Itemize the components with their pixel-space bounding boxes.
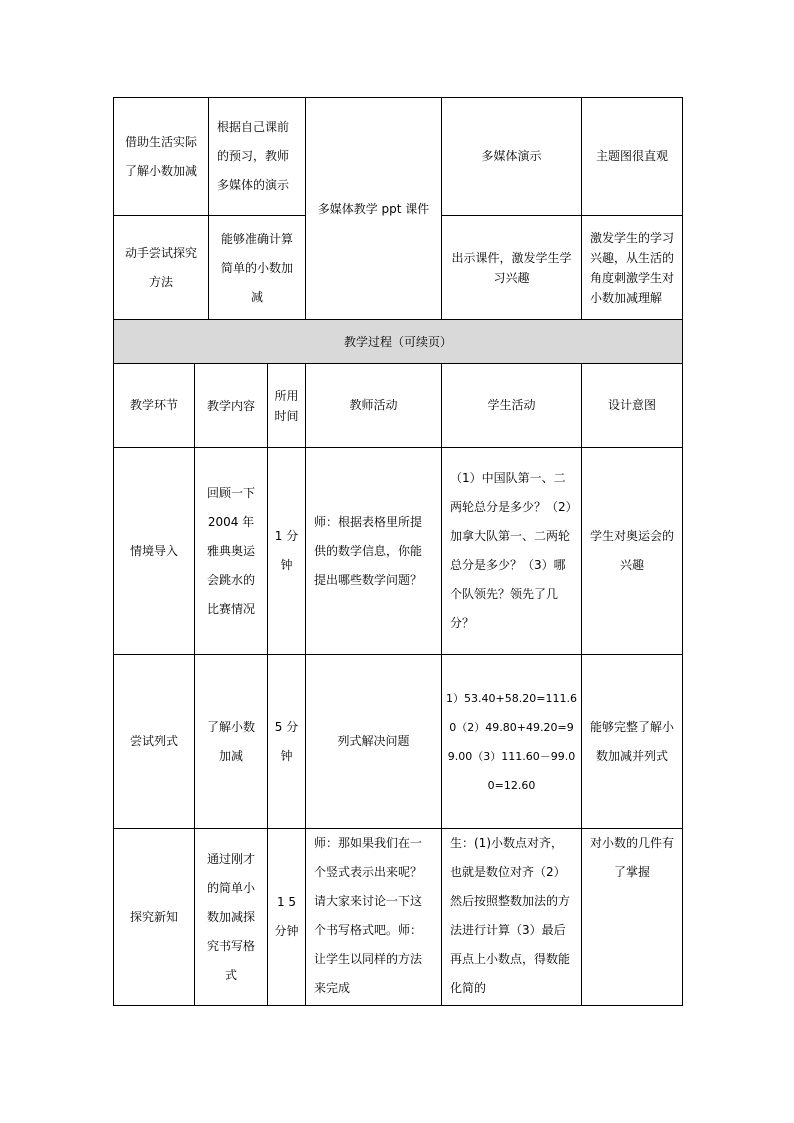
stage-cell: 尝试列式: [114, 655, 195, 829]
teacher-cell: 师：那如果我们在一个竖式表示出来呢？请大家来讨论一下这个书写格式吧。师：让学生以同样的方法来完成: [306, 829, 442, 1006]
time-cell: 1 分钟: [268, 448, 306, 655]
activity-cell: 多媒体演示: [442, 98, 582, 216]
student-cell: 1）53.40+58.20=111.60（2）49.80+49.20=99.00（3）111.60－99.00=12.60: [442, 655, 582, 829]
section-title: 教学过程（可续页）: [114, 320, 683, 364]
method-cell: 能够准确计算简单的小数加减: [209, 216, 306, 321]
note-cell: 主题图很直观: [582, 98, 683, 216]
activity-cell: 出示课件，激发学生学习兴趣: [442, 216, 582, 321]
student-cell: （1）中国队第一、二两轮总分是多少？（2）加拿大队第一、二两轮总分是多少？（3）哪个队领先？领先了几分？: [442, 448, 582, 655]
time-cell: 5 分钟: [268, 655, 306, 829]
section-title-row: [114, 320, 683, 364]
header-intent: 设计意图: [582, 364, 683, 448]
stage-cell: 情境导入: [114, 448, 195, 655]
table-row: [114, 829, 683, 1006]
process-table: [113, 319, 683, 1006]
header-student: 学生活动: [442, 364, 582, 448]
note-cell: 激发学生的学习兴趣，从生活的角度刺激学生对小数加减理解: [582, 216, 683, 321]
content-cell: 回顾一下 2004 年雅典奥运会跳水的比赛情况: [195, 448, 268, 655]
method-cell: 根据自己课前的预习，教师多媒体的演示: [209, 98, 306, 216]
header-row: [114, 364, 683, 448]
table-row: [114, 448, 683, 655]
content-cell: 通过刚才的简单小数加减探究书写格式: [195, 829, 268, 1006]
teacher-cell: 师：根据表格里所提供的数学信息，你能提出哪些数学问题？: [306, 448, 442, 655]
resource-table: [113, 97, 683, 321]
content-cell: 了解小数加减: [195, 655, 268, 829]
stage-cell: 探究新知: [114, 829, 195, 1006]
header-content: 教学内容: [195, 364, 268, 448]
goal-cell: 借助生活实际了解小数加减: [114, 98, 209, 216]
header-time: 所用时间: [268, 364, 306, 448]
header-teacher: 教师活动: [306, 364, 442, 448]
header-stage: 教学环节: [114, 364, 195, 448]
table-row: [114, 655, 683, 829]
intent-cell: 学生对奥运会的兴趣: [582, 448, 683, 655]
student-cell: 生：(1)小数点对齐，也就是数位对齐（2）然后按照整数加法的方法进行计算（3）最后再点上小数点，得数能化简的: [442, 829, 582, 1006]
intent-cell: 能够完整了解小数加减并列式: [582, 655, 683, 829]
goal-cell: 动手尝试探究方法: [114, 216, 209, 321]
resource-row: [114, 98, 683, 216]
teacher-cell: 列式解决问题: [306, 655, 442, 829]
resource-cell: 多媒体教学 ppt 课件: [306, 98, 442, 321]
time-cell: 1 5 分钟: [268, 829, 306, 1006]
intent-cell: 对小数的几件有了掌握: [582, 829, 683, 1006]
